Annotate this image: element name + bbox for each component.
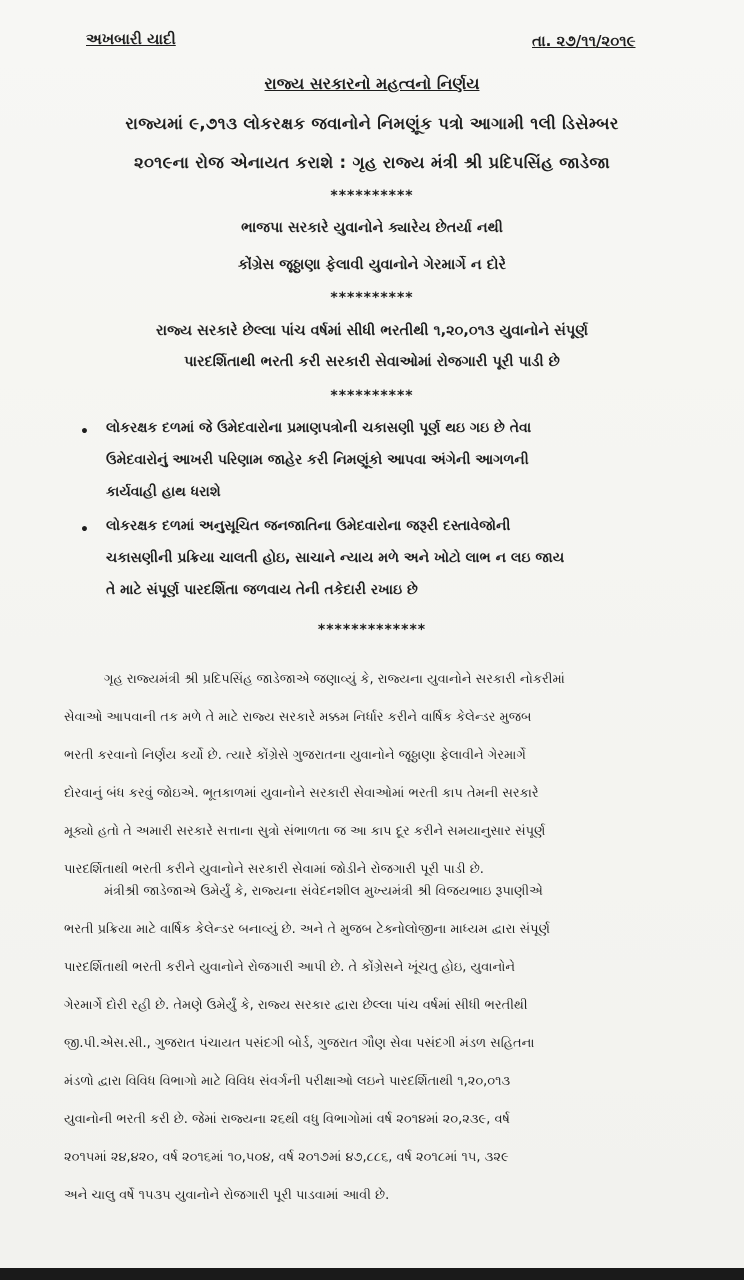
paragraph-1-line: ભરતી કરવાનો નિર્ણય કર્યો છે. ત્યારે કોંગ્રેસે ગુજરાતના યુવાનોને જૂઠ્ઠાણા ફેલાવીને ગેરમાર્ગે (64, 748, 526, 763)
paragraph-1-line: સેવાઓ આપવાની તક મળે તે માટે રાજ્ય સરકારે મક્કમ નિર્ધાર કરીને વાર્ષિક કેલેન્ડર મુજબ (64, 710, 532, 725)
bullet-1-line-3: કાર્યવાહી હાથ ધરાશે (106, 484, 221, 500)
paragraph-2-line: જી.પી.એસ.સી., ગુજરાત પંચાયત પસંદગી બોર્ડ, ગુજરાત ગૌણ સેવા પસંદગી મંડળ સહિતના (64, 1036, 535, 1051)
bullet-1-line-2: ઉમેદવારોનું આખરી પરિણામ જાહેર કરી નિમણૂંકો આપવા અંગેની આગળની (106, 452, 529, 468)
paragraph-2-line: મંત્રીશ્રી જાડેજાએ ઉમેર્યું કે, રાજ્યના સંવેદનશીલ મુખ્યમંત્રી શ્રી વિજયભાઇ રૂપાણીએ (104, 884, 543, 899)
paragraph-2-line: યુવાનોની ભરતી કરી છે. જેમાં રાજ્યના ૨૬થી વધુ વિભાગોમાં વર્ષ ૨૦૧૪માં ૨૦,૨૩૯, વર્ષ (64, 1112, 510, 1127)
bullet-icon: • (80, 522, 89, 538)
subheading-2-line-1: રાજ્ય સરકારે છેલ્લા પાંચ વર્ષમાં સીધી ભરતીથી ૧,૨૦,૦૧૩ યુવાનોને સંપૂર્ણ (156, 323, 588, 339)
paragraph-1-line: પારદર્શિતાથી ભરતી કરીને યુવાનોને સરકારી સેવામાં જોડીને રોજગારી પૂરી પાડી છે. (64, 862, 484, 877)
press-note-label: અખબારી યાદી (86, 30, 176, 48)
paragraph-1-line: દોરવાનું બંધ કરવું જોઇએ. ભૂતકાળમાં યુવાનોને સરકારી સેવાઓમાં ભરતી કાપ તેમની સરકારે (64, 786, 539, 801)
document-title: રાજ્ય સરકારનો મહત્વનો નિર્ણય (264, 74, 480, 93)
subheading-1-line-1: ભાજપા સરકારે યુવાનોને ક્યારેય છેતર્યા નથી (241, 220, 503, 236)
bullet-2-line-3: તે માટે સંપૂર્ણ પારદર્શિતા જળવાય તેની તકેદારી રખાઇ છે (106, 582, 418, 598)
headline-line-1: રાજ્યમાં ૯,૭૧૩ લોકરક્ષક જવાનોને નિમણૂંક પત્રો આગામી ૧લી ડિસેમ્બર (125, 114, 619, 133)
headline-line-2: ૨૦૧૯ના રોજ એનાયત કરાશે : ગૃહ રાજ્ય મંત્રી શ્રી પ્રદિપસિંહ જાડેજા (133, 153, 611, 172)
subheading-2-line-2: પારદર્શિતાથી ભરતી કરી સરકારી સેવાઓમાં રોજગારી પૂરી પાડી છે (184, 354, 560, 370)
paragraph-2-line: ગેરમાર્ગે દોરી રહી છે. તેમણે ઉમેર્યું કે, રાજ્ય સરકાર દ્વારા છેલ્લા પાંચ વર્ષમાં સીધી ભરતીથી (64, 998, 528, 1013)
separator-4: ************* (317, 622, 427, 638)
paragraph-2-line: ભરતી પ્રક્રિયા માટે વાર્ષિક કેલેન્ડર બનાવ્યું છે. અને તે મુજબ ટેક્નોલોજીના માધ્યમ દ્વારા સંપૂર્ણ (64, 922, 550, 937)
bullet-2-line-1: લોકરક્ષક દળમાં અનુસૂચિત જનજાતિના ઉમેદવારોના જરૂરી દસ્તાવેજોની (106, 518, 511, 534)
paragraph-2-line: ૨૦૧૫માં ૨૪,૪૨૦, વર્ષ ૨૦૧૬માં ૧૦,૫૦૪, વર્ષ ૨૦૧૭માં ૪૭,૮૮૬, વર્ષ ૨૦૧૮માં ૧૫, ૩૨૯ (64, 1150, 509, 1165)
bullet-2-line-2: ચકાસણીની પ્રક્રિયા ચાલતી હોઇ, સાચાને ન્યાય મળે અને ખોટો લાભ ન લઇ જાય (106, 550, 565, 566)
separator-3: ********** (330, 388, 414, 404)
paragraph-2-line: અને ચાલુ વર્ષે ૧૫૩૫ યુવાનોને રોજગારી પૂરી પાડવામાં આવી છે. (64, 1188, 390, 1203)
subheading-1-line-2: કોંગ્રેસ જૂઠ્ઠાણા ફેલાવી યુવાનોને ગેરમાર્ગે ન દોરે (237, 257, 507, 273)
paragraph-2-line: મંડળો દ્વારા વિવિધ વિભાગો માટે વિવિધ સંવર્ગની પરીક્ષાઓ લઇને પારદર્શિતાથી ૧,૨૦,૦૧૩ (64, 1074, 511, 1089)
separator-1: ********** (330, 188, 414, 204)
separator-2: ********** (330, 290, 414, 306)
paragraph-1-line: મૂક્યો હતો તે અમારી સરકારે સત્તાના સુત્રો સંભાળતા જ આ કાપ દૂર કરીને સમયાનુસાર સંપૂર્ણ (64, 824, 546, 839)
bullet-icon: • (80, 424, 89, 440)
paragraph-2-line: પારદર્શિતાથી ભરતી કરીને યુવાનોને રોજગારી આપી છે. તે કોંગ્રેસને ખૂંચતુ હોઇ, યુવાનોને (64, 960, 516, 975)
paragraph-1-line: ગૃહ રાજ્યમંત્રી શ્રી પ્રદિપસિંહ જાડેજાએ જણાવ્યું કે, રાજ્યના યુવાનોને સરકારી નોકરીમાં (104, 672, 565, 687)
date-label: તા. ૨૭/૧૧/૨૦૧૯ (532, 32, 636, 50)
screen-bottom-bar (0, 1268, 744, 1280)
bullet-1-line-1: લોકરક્ષક દળમાં જે ઉમેદવારોના પ્રમાણપત્રોની ચકાસણી પૂર્ણ થઇ ગઇ છે તેવા (106, 420, 532, 436)
